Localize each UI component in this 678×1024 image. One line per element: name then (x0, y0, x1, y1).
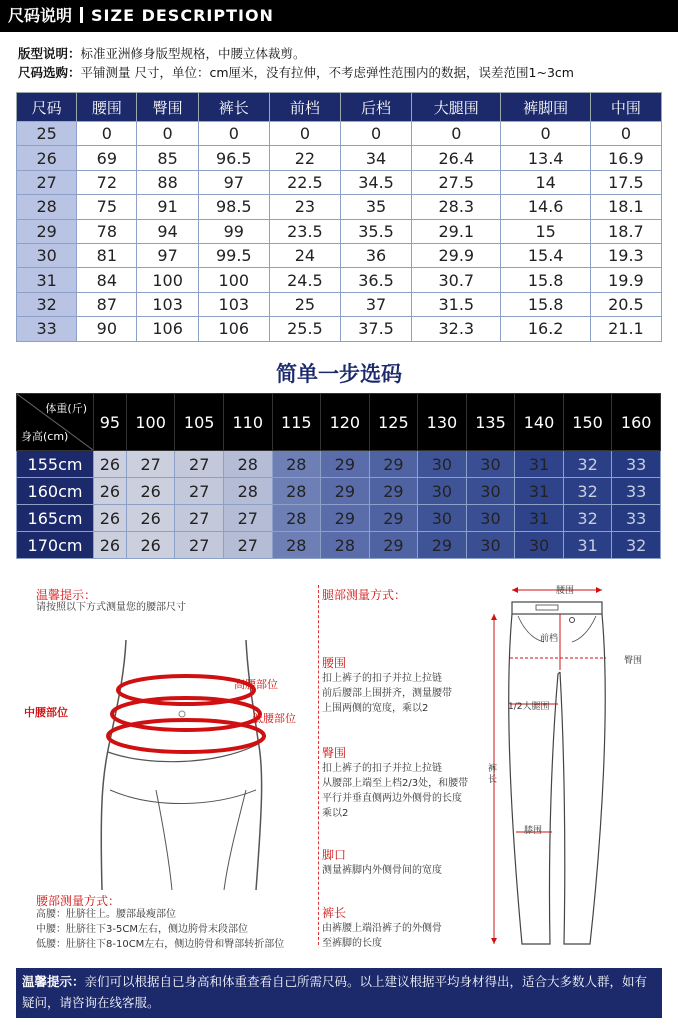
recommended-size-cell: 27 (175, 532, 224, 559)
weight-header-cell: 105 (175, 394, 224, 451)
table-row (17, 505, 661, 532)
measurement-cell: 22.5 (269, 170, 340, 194)
size-cell: 32 (17, 292, 77, 316)
size-table-header-cell: 裤脚围 (501, 93, 590, 122)
measurement-cell: 87 (77, 292, 137, 316)
label-high-waist: 高腰部位 (234, 678, 278, 691)
size-table-body (17, 122, 662, 342)
measurement-cell: 99 (198, 219, 269, 243)
recommended-size-cell: 33 (612, 505, 661, 532)
recommended-size-cell: 27 (223, 505, 272, 532)
measurement-cell: 91 (137, 195, 198, 219)
measurement-cell: 0 (269, 122, 340, 146)
weight-header-cell: 95 (94, 394, 127, 451)
recommended-size-cell: 29 (321, 478, 370, 505)
measurement-cell: 84 (77, 268, 137, 292)
recommended-size-cell: 30 (418, 505, 467, 532)
label-low-waist: 低腰部位 (252, 712, 296, 725)
size-table-header-cell: 中围 (590, 93, 661, 122)
recommended-size-cell: 28 (321, 532, 370, 559)
measurement-cell: 18.1 (590, 195, 661, 219)
weight-header-row (17, 394, 661, 451)
waist-measure-line: 中腰：肚脐往下3-5CM左右，侧边胯骨末段部位 (36, 924, 248, 935)
measurement-cell: 37 (340, 292, 411, 316)
measurement-cell: 14 (501, 170, 590, 194)
recommended-size-cell: 32 (563, 478, 612, 505)
leg-item-line: 扣上裤子的扣子并拉上拉链 (322, 673, 442, 684)
tips-title: 温馨提示： (36, 588, 97, 602)
recommended-size-cell: 31 (515, 478, 564, 505)
weight-header-cell: 120 (321, 394, 370, 451)
pants-label-hip: 臀围 (624, 656, 643, 666)
measurement-cell: 0 (77, 122, 137, 146)
leg-item-title: 脚口 (322, 848, 347, 862)
size-table-header-cell: 臀围 (137, 93, 198, 122)
label-mid-waist: 中腰部位 (24, 706, 68, 719)
measurement-cell: 94 (137, 219, 198, 243)
measurement-cell: 18.7 (590, 219, 661, 243)
section-divider (318, 585, 319, 945)
size-table-header-cell: 尺码 (17, 93, 77, 122)
size-cell: 26 (17, 146, 77, 170)
pants-label-waist: 腰围 (556, 586, 575, 596)
table-row (17, 317, 662, 341)
measurement-cell: 16.2 (501, 317, 590, 341)
weight-header-cell: 125 (369, 394, 418, 451)
pants-label-length: 裤长 (488, 764, 498, 785)
measurement-cell: 19.3 (590, 243, 661, 267)
size-table-header-cell: 前档 (269, 93, 340, 122)
recommended-size-cell: 30 (515, 532, 564, 559)
size-cell: 30 (17, 243, 77, 267)
recommended-size-cell: 26 (94, 478, 127, 505)
measurement-cell: 0 (340, 122, 411, 146)
leg-item-hem (322, 846, 442, 878)
leg-item-line: 由裤腰上端沿裤子的外侧骨 (322, 923, 442, 934)
measurement-cell: 90 (77, 317, 137, 341)
measurement-cell: 24.5 (269, 268, 340, 292)
size-cell: 29 (17, 219, 77, 243)
recommended-size-cell: 33 (612, 478, 661, 505)
height-label-cell: 155cm (17, 451, 94, 478)
intro-line-1 (18, 44, 306, 62)
measurement-cell: 32.3 (412, 317, 501, 341)
measurement-cell: 25.5 (269, 317, 340, 341)
recommended-size-cell: 27 (175, 505, 224, 532)
measurement-cell: 106 (137, 317, 198, 341)
footer-text: 亲们可以根据自已身高和体重查看自己所需尺码。以上建议根据平均身材得出，适合大多数人群，如有疑问，请咨询在线客服。 (22, 974, 648, 1010)
measurement-cell: 27.5 (412, 170, 501, 194)
measurement-cell: 26.4 (412, 146, 501, 170)
recommended-size-cell: 30 (466, 478, 515, 505)
recommended-size-cell: 32 (563, 505, 612, 532)
recommended-size-cell: 30 (466, 451, 515, 478)
measurement-cell: 34 (340, 146, 411, 170)
pants-label-front-rise: 前档 (540, 634, 559, 644)
measurement-cell: 98.5 (198, 195, 269, 219)
intro-line-2 (18, 63, 574, 81)
measurement-cell: 88 (137, 170, 198, 194)
recommended-size-cell: 30 (418, 451, 467, 478)
measurement-cell: 28.3 (412, 195, 501, 219)
measurement-cell: 15.8 (501, 268, 590, 292)
measurement-cell: 106 (198, 317, 269, 341)
measurement-cell: 35.5 (340, 219, 411, 243)
measurement-cell: 29.9 (412, 243, 501, 267)
measurement-cell: 21.1 (590, 317, 661, 341)
measurement-cell: 103 (137, 292, 198, 316)
leg-item-title: 腰围 (322, 656, 347, 670)
recommended-size-cell: 27 (126, 451, 175, 478)
leg-item-hip (322, 744, 468, 821)
section-header (0, 0, 678, 32)
size-table-header-cell: 大腿围 (412, 93, 501, 122)
measurement-cell: 0 (198, 122, 269, 146)
leg-item-line: 扣上裤子的扣子并拉上拉链 (322, 763, 442, 774)
leg-item-line: 至裤脚的长度 (322, 938, 382, 949)
recommended-size-cell: 26 (94, 532, 127, 559)
intro-label-2: 尺码选购： (18, 65, 81, 80)
measurement-cell: 72 (77, 170, 137, 194)
leg-item-line: 测量裤脚内外侧骨间的宽度 (322, 865, 442, 876)
measurement-cell: 36.5 (340, 268, 411, 292)
size-cell: 33 (17, 317, 77, 341)
recommended-size-cell: 30 (466, 532, 515, 559)
table-corner (17, 394, 94, 451)
measurement-cell: 24 (269, 243, 340, 267)
weight-header-cell: 150 (563, 394, 612, 451)
leg-item-waist (322, 654, 452, 716)
measurement-cell: 100 (198, 268, 269, 292)
measurement-cell: 23.5 (269, 219, 340, 243)
measurement-cell: 69 (77, 146, 137, 170)
measurement-cell: 34.5 (340, 170, 411, 194)
height-label-cell: 160cm (17, 478, 94, 505)
recommended-size-cell: 29 (321, 505, 370, 532)
recommended-size-cell: 29 (369, 532, 418, 559)
measurement-cell: 22 (269, 146, 340, 170)
measurement-cell: 29.1 (412, 219, 501, 243)
leg-item-length (322, 904, 442, 951)
measurement-cell: 0 (137, 122, 198, 146)
weight-header-cell: 110 (223, 394, 272, 451)
measurement-cell: 16.9 (590, 146, 661, 170)
size-cell: 28 (17, 195, 77, 219)
measurement-cell: 78 (77, 219, 137, 243)
recommended-size-cell: 27 (175, 451, 224, 478)
leg-item-line: 上围两侧的宽度，乘以2 (322, 703, 429, 714)
tips-text: 请按照以下方式测量您的腰部尺寸 (36, 602, 186, 613)
size-cell: 31 (17, 268, 77, 292)
recommended-size-cell: 31 (515, 451, 564, 478)
waist-measure-title: 腰部测量方式： (36, 894, 121, 908)
header-divider (80, 7, 83, 23)
recommended-size-cell: 28 (272, 505, 321, 532)
size-table-header (17, 93, 662, 122)
measurement-cell: 30.7 (412, 268, 501, 292)
measurement-cell: 96.5 (198, 146, 269, 170)
measurement-cell: 0 (590, 122, 661, 146)
height-label-cell: 170cm (17, 532, 94, 559)
table-row (17, 170, 662, 194)
pants-illustration (486, 584, 666, 960)
leg-item-line: 从腰部上端至上档2/3处，和腰带 (322, 778, 469, 789)
pants-label-thigh: 1/2大腿围 (508, 702, 550, 712)
measurement-cell: 15.8 (501, 292, 590, 316)
measurement-cell: 0 (412, 122, 501, 146)
measurement-cell: 81 (77, 243, 137, 267)
table-row (17, 146, 662, 170)
measurement-cell: 14.6 (501, 195, 590, 219)
intro-text-2: 平铺测量 尺寸，单位：cm厘米，没有拉伸，不考虑弹性范围内的数据，误差范围1~3cm (80, 65, 574, 80)
leg-item-line: 乘以2 (322, 808, 349, 819)
header-title-en: SIZE DESCRIPTION (91, 6, 274, 25)
recommended-size-cell: 32 (563, 451, 612, 478)
measurement-cell: 36 (340, 243, 411, 267)
recommended-size-cell: 27 (223, 532, 272, 559)
measurement-cell: 0 (501, 122, 590, 146)
measurement-cell: 35 (340, 195, 411, 219)
recommended-size-cell: 26 (126, 532, 175, 559)
recommended-size-cell: 28 (272, 478, 321, 505)
measurement-cell: 17.5 (590, 170, 661, 194)
recommended-size-cell: 26 (126, 505, 175, 532)
table-row (17, 219, 662, 243)
recommended-size-cell: 30 (418, 478, 467, 505)
quick-size-title: 简单一步选码 (276, 362, 402, 386)
table-row (17, 478, 661, 505)
measurement-cell: 31.5 (412, 292, 501, 316)
table-row (17, 243, 662, 267)
measurement-cell: 25 (269, 292, 340, 316)
measurement-cell: 23 (269, 195, 340, 219)
weight-header-cell: 100 (126, 394, 175, 451)
weight-header-cell: 135 (466, 394, 515, 451)
recommended-size-cell: 27 (175, 478, 224, 505)
measurement-cell: 103 (198, 292, 269, 316)
table-row (17, 268, 662, 292)
measurement-cell: 97 (137, 243, 198, 267)
intro-label-1: 版型说明： (18, 46, 81, 61)
recommended-size-cell: 26 (94, 451, 127, 478)
recommended-size-cell: 32 (612, 532, 661, 559)
weight-header-cell: 160 (612, 394, 661, 451)
footer-label: 温馨提示： (22, 974, 85, 989)
table-row (17, 532, 661, 559)
intro-text-1: 标准亚洲修身版型规格，中腰立体裁剪。 (80, 46, 306, 61)
recommended-size-cell: 31 (515, 505, 564, 532)
corner-weight-label: 体重(斤) (45, 402, 87, 415)
table-row (17, 451, 661, 478)
recommended-size-cell: 29 (321, 451, 370, 478)
recommended-size-cell: 28 (272, 532, 321, 559)
measurement-cell: 19.9 (590, 268, 661, 292)
footer-tip (16, 968, 662, 1018)
measurement-cell: 15 (501, 219, 590, 243)
measurement-cell: 99.5 (198, 243, 269, 267)
recommended-size-cell: 29 (369, 505, 418, 532)
corner-diagonal-line (17, 394, 93, 450)
header-title-cn: 尺码说明 (8, 6, 73, 25)
recommended-size-cell: 28 (272, 451, 321, 478)
recommended-size-cell: 29 (369, 451, 418, 478)
measurement-cell: 75 (77, 195, 137, 219)
size-table (16, 92, 662, 342)
measurement-cell: 20.5 (590, 292, 661, 316)
waist-measure-line: 低腰：肚脐往下8-10CM左右，侧边胯骨和臀部转折部位 (36, 939, 285, 950)
measurement-cell: 37.5 (340, 317, 411, 341)
recommended-size-cell: 29 (369, 478, 418, 505)
leg-item-title: 臀围 (322, 746, 347, 760)
leg-measure-title: 腿部测量方式： (322, 588, 407, 602)
size-cell: 25 (17, 122, 77, 146)
recommended-size-cell: 31 (563, 532, 612, 559)
leg-item-line: 前后腰部上围拼齐，测量腰带 (322, 688, 452, 699)
measurement-cell: 15.4 (501, 243, 590, 267)
measurement-cell: 100 (137, 268, 198, 292)
waist-measure-lines (36, 907, 284, 952)
table-row (17, 292, 662, 316)
size-table-header-cell: 腰围 (77, 93, 137, 122)
waist-measure-line: 高腰：肚脐往上。腰部最瘦部位 (36, 909, 176, 920)
size-table-header-cell: 后档 (340, 93, 411, 122)
recommended-size-cell: 26 (94, 505, 127, 532)
corner-height-label: 身高(cm) (21, 430, 69, 443)
recommended-size-cell: 28 (223, 478, 272, 505)
weight-height-table (16, 393, 661, 559)
table-row (17, 195, 662, 219)
height-label-cell: 165cm (17, 505, 94, 532)
measurement-cell: 97 (198, 170, 269, 194)
pants-label-knee: 膝围 (524, 826, 543, 836)
weight-header-cell: 115 (272, 394, 321, 451)
recommended-size-cell: 26 (126, 478, 175, 505)
recommended-size-cell: 30 (466, 505, 515, 532)
size-table-header-cell: 裤长 (198, 93, 269, 122)
size-cell: 27 (17, 170, 77, 194)
recommended-size-cell: 33 (612, 451, 661, 478)
weight-header-cell: 140 (515, 394, 564, 451)
recommended-size-cell: 29 (418, 532, 467, 559)
leg-item-line: 平行并垂直侧两边外侧骨的长度 (322, 793, 462, 804)
leg-item-title: 裤长 (322, 906, 347, 920)
measurement-cell: 13.4 (501, 146, 590, 170)
table-row (17, 122, 662, 146)
recommended-size-cell: 28 (223, 451, 272, 478)
measurement-cell: 85 (137, 146, 198, 170)
weight-header-cell: 130 (418, 394, 467, 451)
